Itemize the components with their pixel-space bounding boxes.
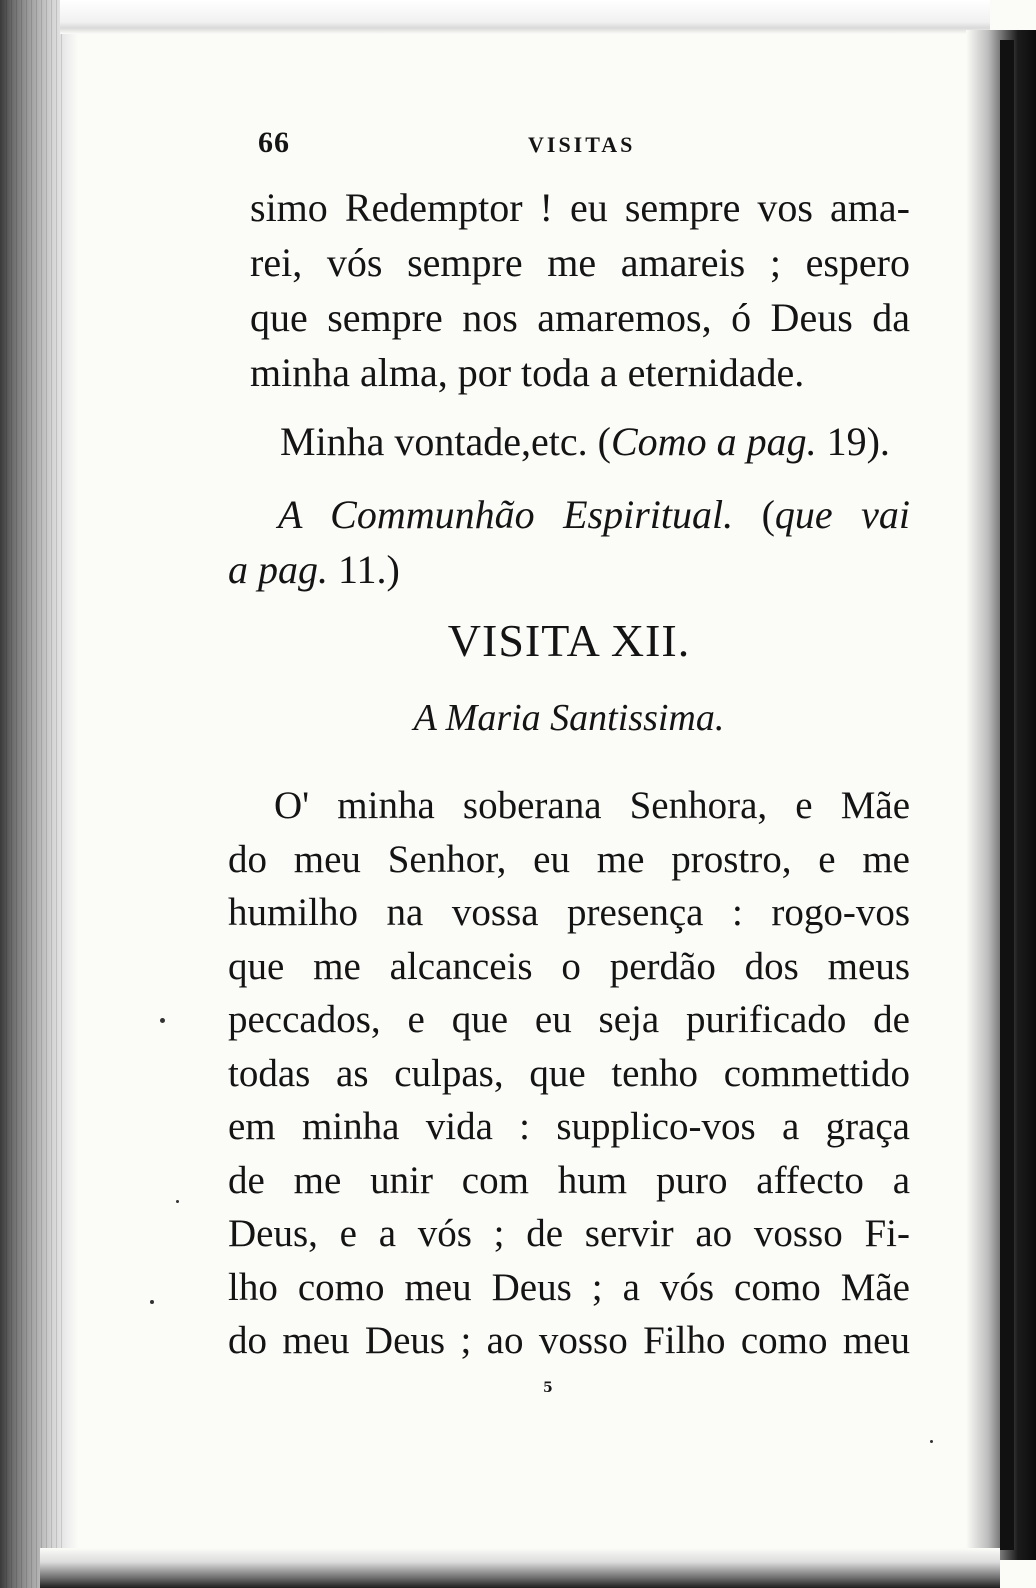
ink-speck [176, 1200, 179, 1203]
ink-speck [160, 1018, 165, 1023]
running-head [228, 118, 910, 168]
communhao-pag-number: 11.) [328, 547, 400, 592]
text-line [228, 487, 910, 542]
page-text-block [228, 118, 911, 1396]
text-line: em minha vida : supplico-vos a graça [228, 1105, 910, 1148]
text-line [280, 414, 910, 469]
text-line: de me unir com hum puro affecto a [228, 1158, 910, 1202]
text-line: Deus, e a vós ; de servir ao vosso Fi- [228, 1212, 910, 1255]
text-line: rei, vós sempre me amareis ; espero [250, 240, 910, 285]
communhao-paren: ( [733, 492, 775, 537]
text-line: peccados, e que eu seja purificado de [228, 998, 910, 1041]
paragraph-minha-vontade [228, 414, 910, 469]
section-heading: VISITA XII. [447, 615, 691, 666]
text-line: minha alma, por toda a eternidade. [250, 350, 805, 395]
text-line: O' minha soberana Senhora, e Mãe [274, 784, 910, 827]
running-title: VISITAS [528, 132, 636, 157]
communhao-pag: a pag. [228, 547, 328, 592]
vontade-text: Minha vontade,etc. ( [280, 419, 611, 464]
text-line: que me alcanceis o perdão dos meus [228, 944, 910, 988]
communhao-title: A Communhão Espiritual. [278, 492, 734, 537]
text-line: todas as culpas, que tenho commettido [228, 1051, 910, 1095]
text-line: humilho na vossa presença : rogo-vos [228, 891, 910, 934]
text-line: do meu Senhor, eu me prostro, e me [228, 837, 910, 881]
ink-speck [930, 1440, 933, 1443]
bottom-edge-shadow [40, 1548, 1000, 1588]
paragraph-prayer [228, 779, 910, 1368]
vontade-italic: Como a pag. [611, 419, 817, 464]
ink-speck [150, 1300, 154, 1304]
paragraph-communhao [228, 487, 910, 597]
text-line: do meu Deus ; ao vosso Filho como meu [228, 1319, 910, 1362]
text-line: que sempre nos amaremos, ó Deus da [250, 295, 910, 340]
paragraph-redemptor [228, 180, 910, 400]
top-edge [60, 0, 990, 34]
text-line [228, 542, 910, 597]
vontade-tail: 19). [816, 419, 890, 464]
page-number: 66 [258, 126, 290, 159]
signature-mark: 5 [543, 1380, 553, 1396]
right-edge-bar [1000, 40, 1014, 1550]
text-line: lho como meu Deus ; a vós como Mãe [228, 1265, 910, 1309]
communhao-que-vai: que vai [774, 492, 911, 537]
text-line: simo Redemptor ! eu sempre vos ama- [250, 185, 910, 230]
binding-texture [6, 0, 66, 1588]
section-subheading: A Maria Santissima. [413, 697, 725, 739]
